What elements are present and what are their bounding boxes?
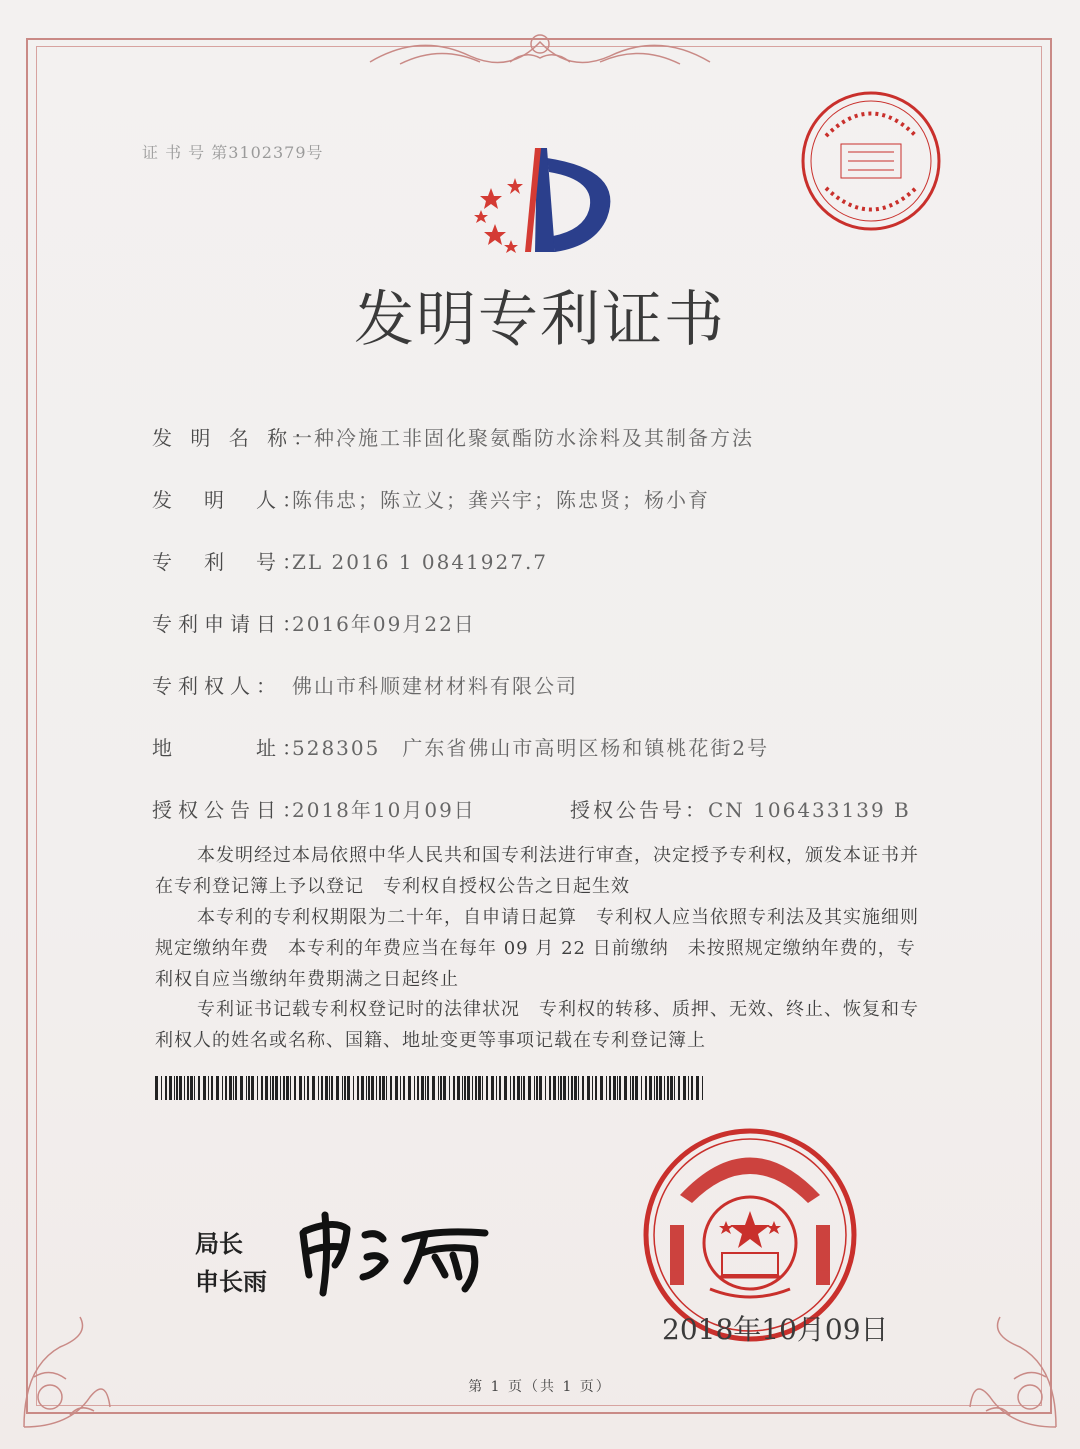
paragraph-3-text: 专利证书记载专利权登记时的法律状况 专利权的转移、质押、无效、终止、恢复和专利权人的姓名或名称、国籍、地址变更等事项记载在专利登记簿上 [155, 999, 919, 1051]
director-signature-icon [295, 1205, 495, 1300]
invention-name-value: 一种冷施工非固化聚氨酯防水涂料及其制备方法 [292, 426, 754, 450]
page-number: 第 1 页（共 1 页） [468, 1379, 612, 1395]
corner-ornament-right-icon [960, 1307, 1070, 1437]
patentee-row [152, 670, 578, 699]
filing-date-value: 2016年09月22日 [292, 612, 476, 636]
director-name: 申长雨 [195, 1268, 267, 1296]
patent-number-row [152, 546, 548, 575]
invention-name-row [152, 422, 754, 451]
patentee-value: 佛山市科顺建材材料有限公司 [292, 674, 578, 698]
filing-date-label: 专利申请日： [152, 612, 308, 636]
paragraph-1-text: 本发明经过本局依照中华人民共和国专利法进行审查，决定授予专利权，颁发本证书并在专利登记簿上予以登记 专利权自授权公告之日起生效 [155, 845, 919, 897]
top-ornament-icon [360, 22, 720, 78]
patentee-label: 专利权人： [152, 674, 282, 698]
patent-number-label: 专 利 号： [152, 550, 308, 574]
inventor-value: 陈伟忠；陈立义；龚兴宇；陈忠贤；杨小育 [292, 488, 710, 512]
barcode-icon [155, 1076, 710, 1100]
paragraph-2-text: 本专利的专利权期限为二十年，自申请日起算 专利权人应当依照专利法及其实施细则规定缴纳年费 本专利的年费应当在每年 09 月 22 日前缴纳 未按照规定缴纳年费的，专利权自应当缴纳年费期满之日起终止 [155, 907, 919, 990]
paragraph-1 [155, 840, 925, 902]
certificate-number: 证 书 号 第3102379号 [142, 143, 324, 162]
filing-date-row [152, 608, 476, 637]
address-row [152, 732, 769, 761]
grant-number-row [570, 794, 911, 823]
issue-date: 2018年10月09日 [662, 1313, 889, 1346]
grant-number-label: 授权公告号： [570, 798, 708, 822]
address-value: 528305 广东省佛山市高明区杨和镇桃花街2号 [292, 736, 770, 760]
grant-date-value: 2018年10月09日 [292, 798, 476, 822]
tax-seal-icon [796, 86, 946, 236]
corner-ornament-left-icon [10, 1307, 120, 1437]
director-title: 局长 [195, 1230, 243, 1258]
cnipa-logo-icon [455, 140, 625, 260]
invention-name-label: 发 明 名 称： [152, 426, 320, 450]
inventor-row [152, 484, 710, 513]
inventor-label: 发 明 人： [152, 488, 308, 512]
grant-number-value: CN 106433139 B [708, 798, 911, 822]
address-label: 地 址： [152, 736, 308, 760]
grant-date-row [152, 794, 476, 823]
page-title: 发明专利证书 [354, 285, 726, 355]
patent-number-value: ZL 2016 1 0841927.7 [292, 550, 549, 574]
paragraph-2 [155, 902, 925, 995]
paragraph-3 [155, 994, 925, 1056]
grant-date-label: 授权公告日： [152, 798, 308, 822]
